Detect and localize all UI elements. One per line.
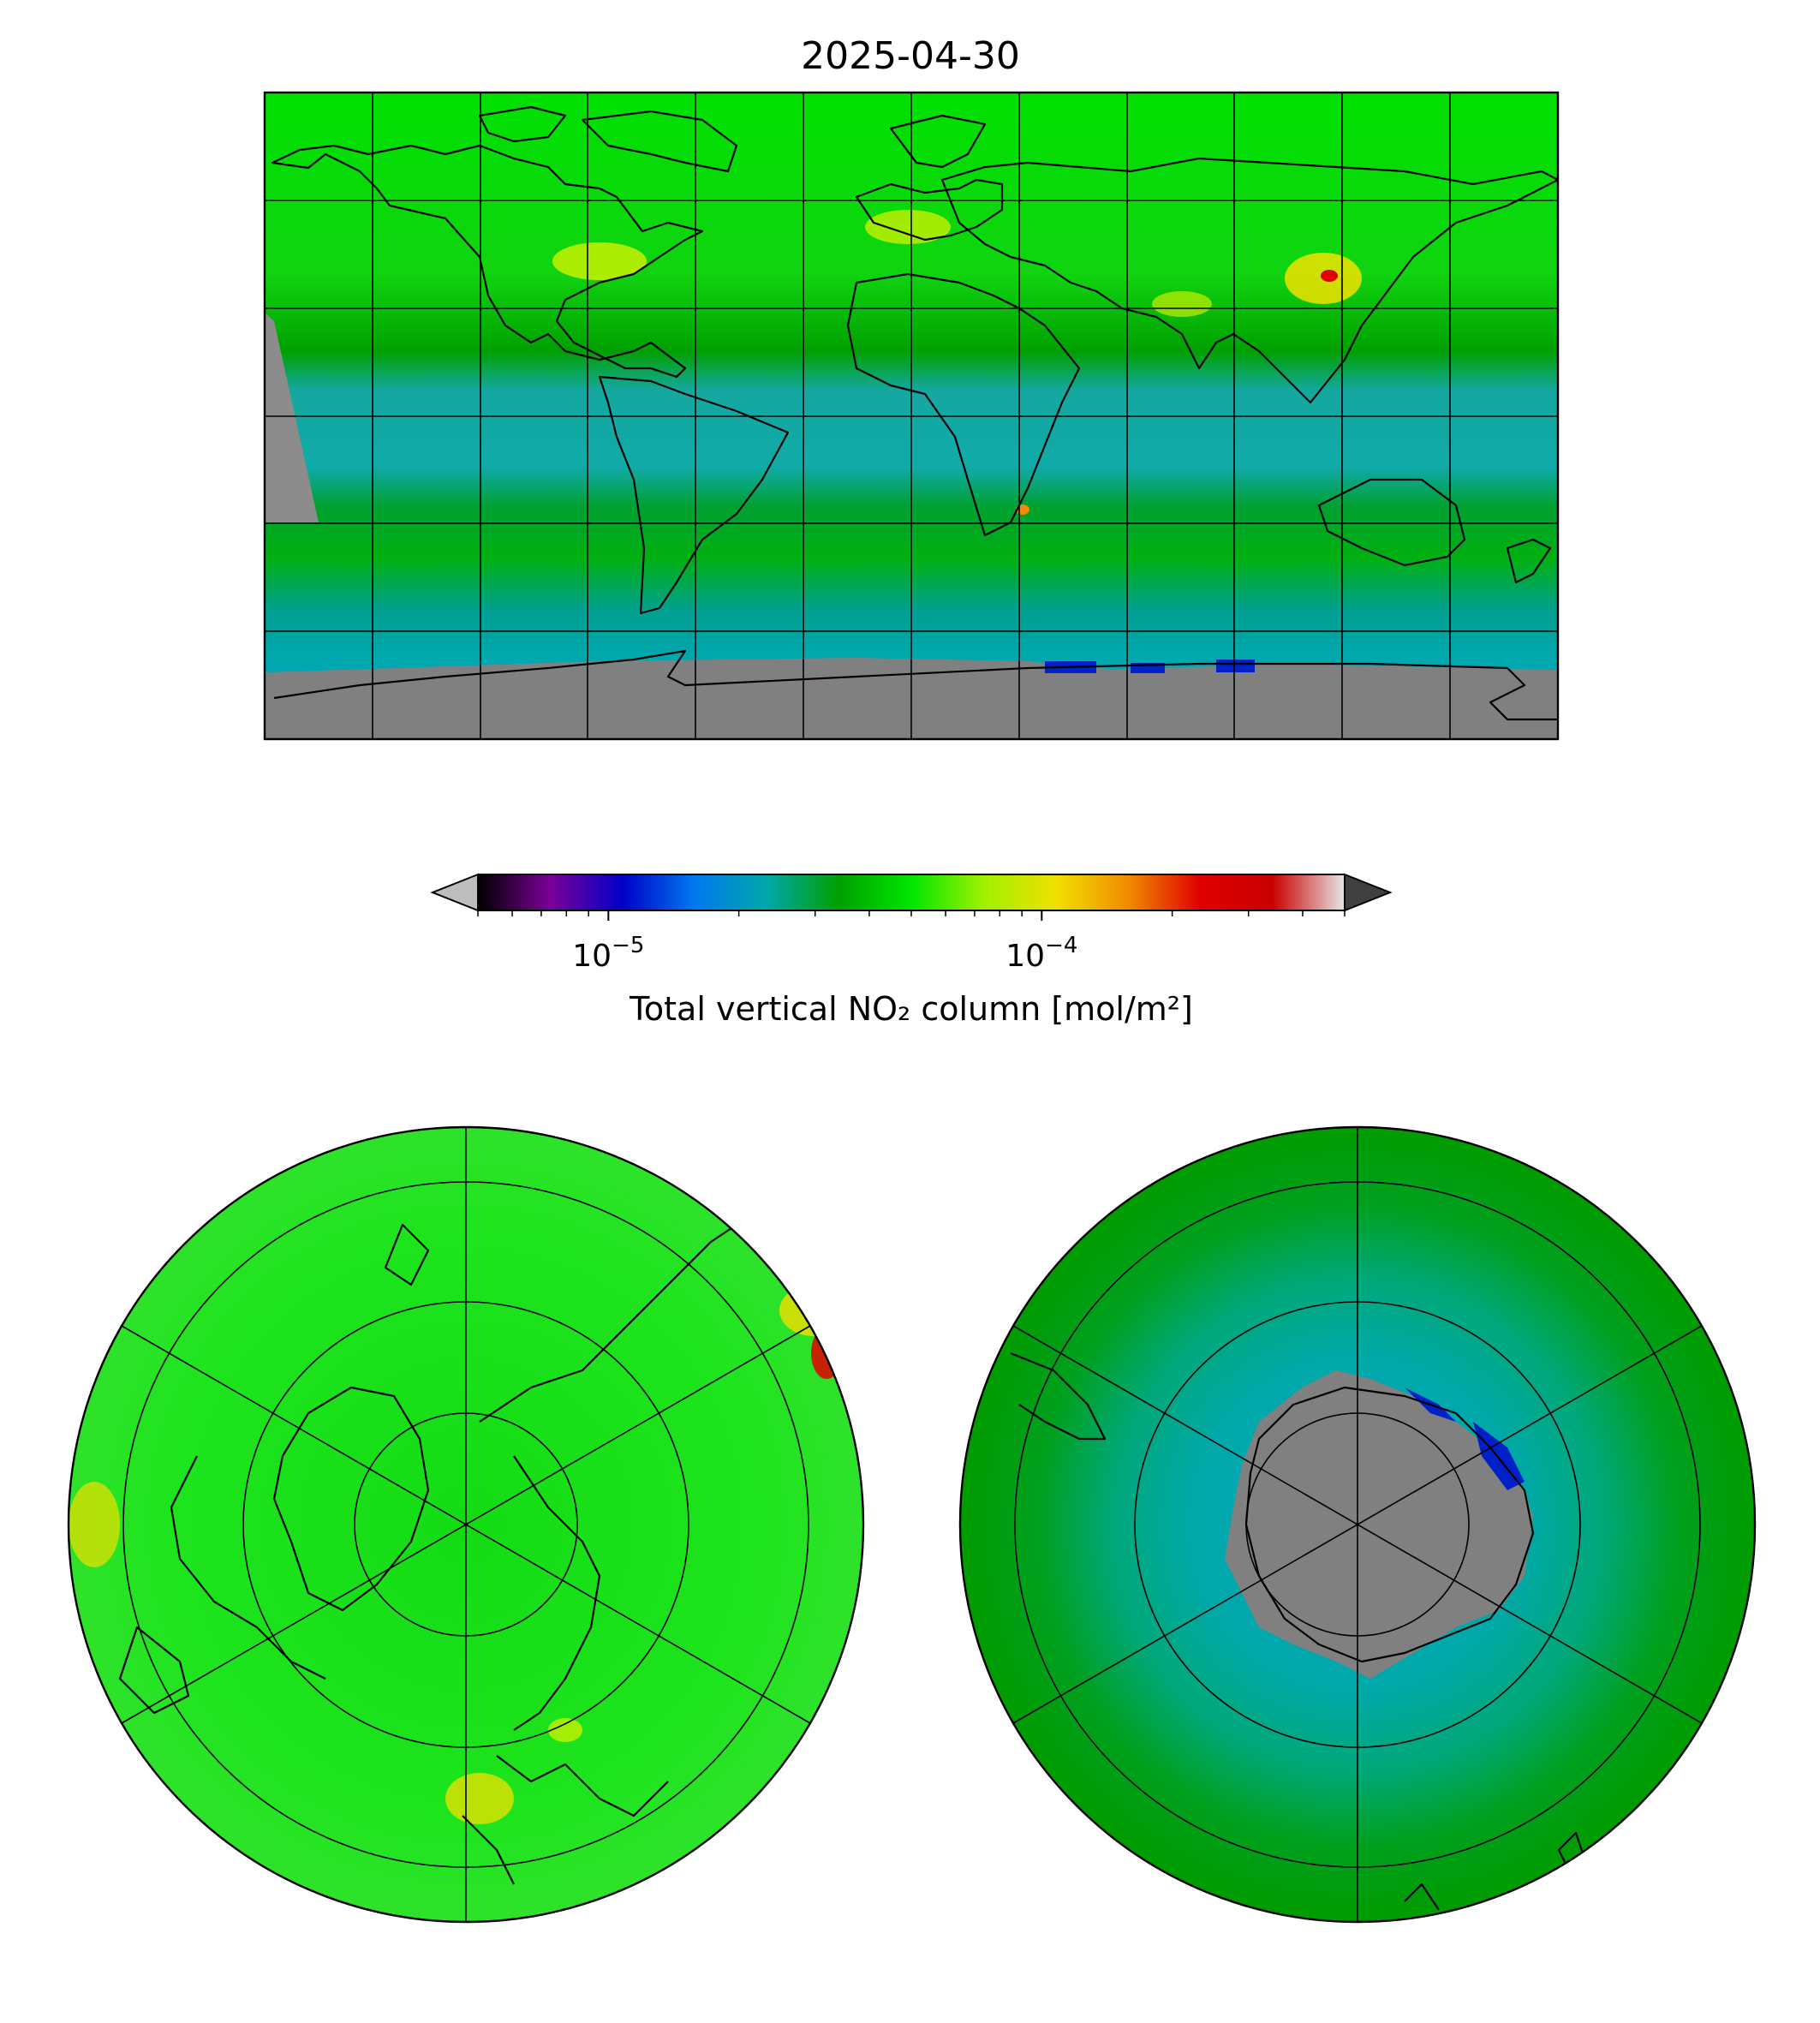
global-map	[265, 92, 1558, 739]
colorbar	[433, 874, 1390, 1028]
colorbar-gradient	[478, 874, 1345, 910]
hotspot-beijing	[1321, 270, 1338, 282]
colorbar-under-arrow	[433, 874, 478, 910]
colorbar-tick-label-1e-5: $10^{-5}$	[572, 933, 645, 974]
figure-title: 2025-04-30	[801, 34, 1020, 78]
colorbar-tick-label-1e-4: $10^{-4}$	[1005, 933, 1078, 974]
colorbar-label: Total vertical NO₂ column [mol/m²]	[630, 990, 1193, 1028]
north-polar-map	[69, 1127, 863, 1922]
south-polar-map	[960, 1127, 1755, 1922]
hotspot-india	[1152, 291, 1212, 317]
hotspot-europe	[865, 210, 951, 244]
colorbar-over-arrow	[1345, 874, 1390, 910]
colorbar-ticks	[478, 910, 1345, 921]
